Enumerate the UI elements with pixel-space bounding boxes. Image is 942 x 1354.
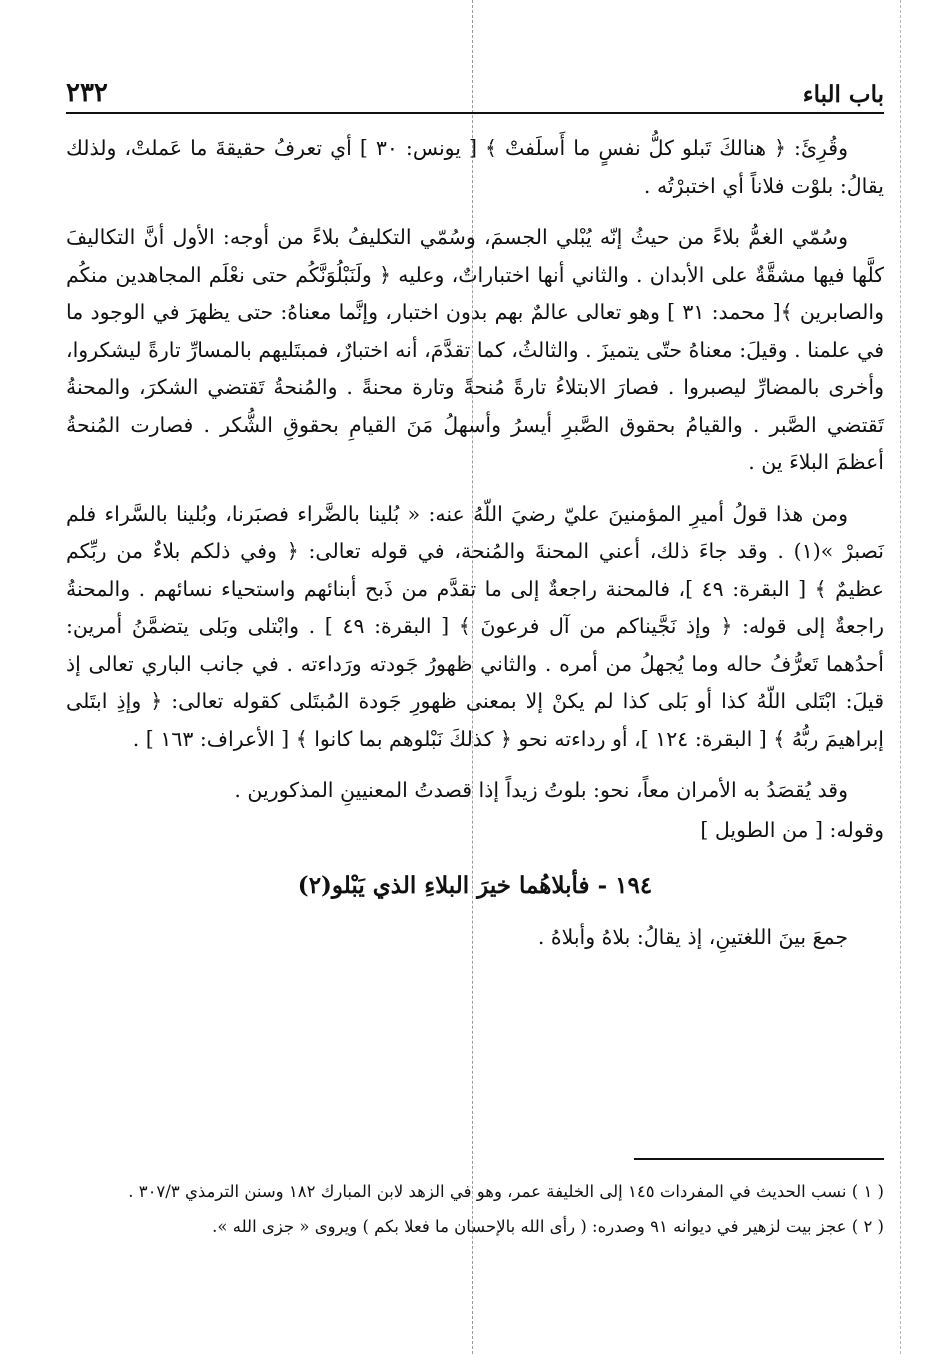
paragraph: وسُمّي الغمُّ بلاءً من حيثُ إنّه يُبْلي الجسمَ، وسُمّي التكليفُ بلاءً من أوجه: الأول أنَّ التكاليفَ كلَّها فيها مشقَّةٌ على الأبدان . والثاني أنها اختباراتٌ، وعليه ﴿ ولَنَبْلُوَنَّكُم حتى نعْلَم المجاهدين منكُم والصابرين ﴾[ محمد: ٣١ ] وهو تعالى عالمٌ بهم بدون اختبار، وإنَّما معناهُ: حتى يظهرَ في الوجود ما في علمنا . وقيلَ: معناهُ حتّى يتميزَ . والثالثُ، كما تقدَّمَ، أنه اختبارٌ، فمبتَليهم بالمسارِّ تارةً ليشكروا، وأخرى بالمضارِّ ليصبروا . فصارَ الابتلاءُ تارةً مُنحةً وتارة محنةً . والمُنحةُ تَقتضي الشكرَ، والمحنةُ تَقتضي الصَّبر . والقيامُ بحقوق الصَّبرِ أيسرُ وأسهلُ مَنَ القيامِ بحقوقِ الشُّكر . فصارت المُنحةُ أعظمَ البلاءَ ين . — [66, 225, 885, 474]
poetry-verse: ١٩٤ - فأبلاهُما خيرَ البلاءِ الذي يَبْلو(٢) — [297, 872, 653, 899]
verse-commentary: جمعَ بينَ اللغتينِ، إذ يقالُ: بلاهُ وأبلاهُ . — [537, 924, 848, 949]
main-text — [66, 130, 884, 970]
footnote: ( ٢ ) عجز بيت لزهير في ديوانه ٩١ وصدره: ( رأى الله بالإحسان ما فعلا بكم ) ويروى « جزى الله ». — [212, 1217, 884, 1236]
footnote-separator — [634, 1158, 884, 1160]
paragraph: ومن هذا قولُ أميرِ المؤمنينَ عليّ رضيَ اللّهُ عنه: « بُلينا بالضَّراء فصبَرنا، وبُلينا بالسَّراء فلم نَصبرْ »(١) . وقد جاءَ ذلك، أعني المحنةَ والمُنحة، في قوله تعالى: ﴿ وفي ذلكم بلاءٌ من ربِّكم عظيمٌ ﴾ [ البقرة: ٤٩ ]، فالمحنة راجعةٌ إلى ما تقدَّم من ذَبح أبنائهم واستحياء نسائهم . والمحنةُ راجعةٌ إلى قوله: ﴿ وإذ نَجَّيناكم من آل فرعونَ ﴾ [ البقرة: ٤٩ ] . وابْتلى وبَلى يتضمَّنُ أمرين: أحدُهما تَعرُّفُ حاله وما يُجهلُ من أمره . والثاني ظهورُ جَودته ورَداءته . في جانب الباري تعالى إذ قيلَ: ابْتَلى اللّهُ كذا أو بَلى كذا لم يكنْ إلا بمعنى ظهورِ جَودة المُبتَلى كقوله تعالى: ﴿ وإذِ ابتَلى إبراهيمَ ربُّهُ ﴾ [ البقرة: ١٢٤ ]، أو رداءته نحو ﴿ كذلكَ نَبْلوهم بما كانوا ﴾ [ الأعراف: ١٦٣ ] . — [66, 501, 885, 751]
page-number: ٢٣٢ — [66, 78, 108, 108]
page-edge-line — [900, 0, 901, 1354]
page-header — [66, 68, 884, 114]
paragraph: وقد يُقصَدُ به الأمران معاً، نحو: بلوتُ زيداً إذا قصدتُ المعنيينِ المذكورين . — [234, 778, 848, 802]
footnote: ( ١ ) نسب الحديث في المفردات ١٤٥ إلى الخليفة عمر، وهو في الزهد لابن المبارك ١٨٢ وسنن الترمذي ٣٠٧/٣ . — [128, 1182, 884, 1201]
paragraph: وقُرِئَ: ﴿ هنالكَ تَبلو كلُّ نفسٍ ما أَسلَفتْ ﴾ [ يونس: ٣٠ ] أي تعرفُ حقيقةَ ما عَملتْ، ولذلك يقالُ: بلوْت فلاناً أي اختبرْتُه . — [66, 136, 884, 198]
footnotes — [66, 1178, 884, 1248]
chapter-title: باب الباء — [802, 81, 884, 108]
verse-intro: وقوله: [ من الطويل ] — [700, 817, 884, 842]
